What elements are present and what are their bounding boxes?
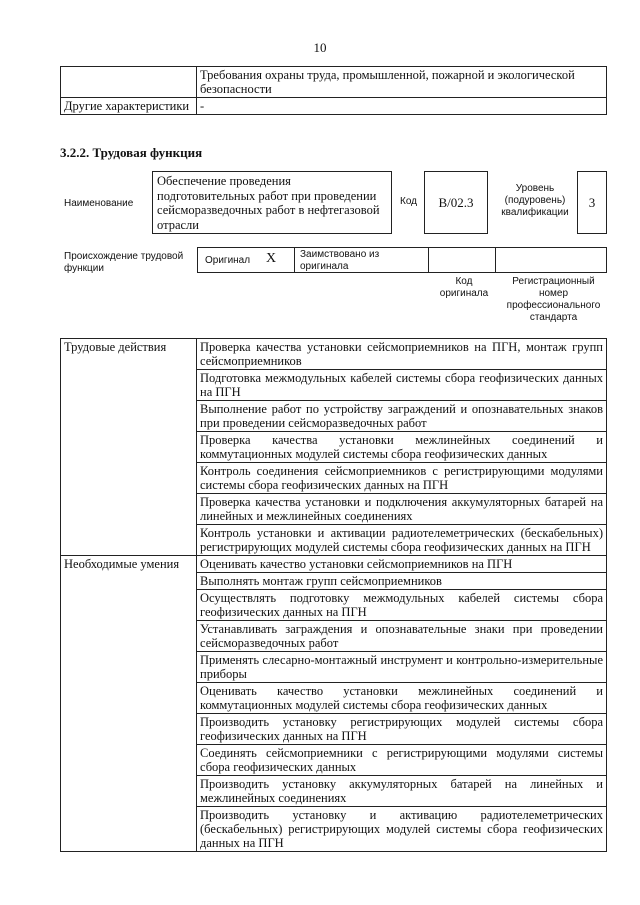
original-label: Оригинал xyxy=(205,255,251,266)
labor-action-item: Контроль соединения сейсмоприемников с регистрирующими модулями системы сбора геофизических данных на ПГН xyxy=(197,463,607,494)
original-cell xyxy=(198,247,295,273)
labor-actions-label: Трудовые действия xyxy=(61,339,197,556)
table-row xyxy=(61,98,607,115)
skill-item: Выполнять монтаж групп сейсмоприемников xyxy=(197,573,607,590)
skill-item: Устанавливать заграждения и опознавательные знаки при проведении сейсморазведочных работ xyxy=(197,621,607,652)
origin-label: Происхождение трудовой функции xyxy=(64,251,184,274)
labor-action-item: Контроль установки и активации радиотелеметрических (бескабельных) регистрирующих модулей системы сбора геофизических данных на ПГН xyxy=(197,525,607,556)
original-mark: X xyxy=(266,251,277,266)
borrowed-label: Заимствовано из оригинала xyxy=(300,249,380,272)
row-value: - xyxy=(197,98,607,115)
skill-item: Применять слесарно-монтажный инструмент и контрольно-измерительные приборы xyxy=(197,652,607,683)
labor-action-item: Проверка качества установки и подключения аккумуляторных батарей на линейных и межлинейных соединениях xyxy=(197,494,607,525)
main-table xyxy=(60,338,607,852)
code-original-cell xyxy=(428,247,496,273)
skill-item: Производить установку аккумуляторных батарей на линейных и межлинейных соединениях xyxy=(197,776,607,807)
function-code: B/02.3 xyxy=(424,171,488,234)
labor-action-item: Подготовка межмодульных кабелей системы сбора геофизических данных на ПГН xyxy=(197,370,607,401)
function-name: Обеспечение проведения подготовительных работ при проведении сейсморазведочных работ в нефтегазовой отрасли xyxy=(152,171,392,234)
row-value: Требования охраны труда, промышленной, пожарной и экологической безопасности xyxy=(197,67,607,98)
skills-label: Необходимые умения xyxy=(61,556,197,852)
origin-box xyxy=(197,247,607,273)
skill-item: Осуществлять подготовку межмодульных кабелей системы сбора геофизических данных на ПГН xyxy=(197,590,607,621)
skill-item: Оценивать качество установки межлинейных соединений и коммутационных модулей системы сбора геофизических данных xyxy=(197,683,607,714)
level-value: 3 xyxy=(577,171,607,234)
top-table xyxy=(60,66,607,115)
section-title: 3.2.2. Трудовая функция xyxy=(60,145,203,160)
level-label: Уровень (подуровень) квалификации xyxy=(501,183,569,218)
skill-item: Производить установку и активацию радиотелеметрических (бескабельных) регистрирующих модулей системы сбора геофизических данных на ПГН xyxy=(197,807,607,852)
skill-item: Оценивать качество установки сейсмоприемников на ПГН xyxy=(197,556,607,573)
registration-caption: Регистрационный номер профессионального стандарта xyxy=(506,276,601,323)
table-row xyxy=(61,67,607,98)
skill-item: Производить установку регистрирующих модулей системы сбора геофизических данных на ПГН xyxy=(197,714,607,745)
labor-action-item: Выполнение работ по устройству заграждений и опознавательных знаков при проведении сейсморазведочных работ xyxy=(197,401,607,432)
code-original-caption: Код оригинала xyxy=(439,276,489,299)
labor-action-item: Проверка качества установки межлинейных соединений и коммутационных модулей системы сбора геофизических данных xyxy=(197,432,607,463)
name-label: Наименование xyxy=(64,198,134,209)
row-label: Другие характеристики xyxy=(61,98,197,115)
row-label xyxy=(61,67,197,98)
skill-item: Соединять сейсмоприемники с регистрирующими модулями системы сбора геофизических данных xyxy=(197,745,607,776)
labor-action-item: Проверка качества установки сейсмоприемников на ПГН, монтаж групп сейсмоприемников xyxy=(197,339,607,370)
table-row xyxy=(61,556,607,573)
page-number: 10 xyxy=(313,40,327,55)
table-row xyxy=(61,339,607,370)
code-label: Код xyxy=(400,196,418,207)
